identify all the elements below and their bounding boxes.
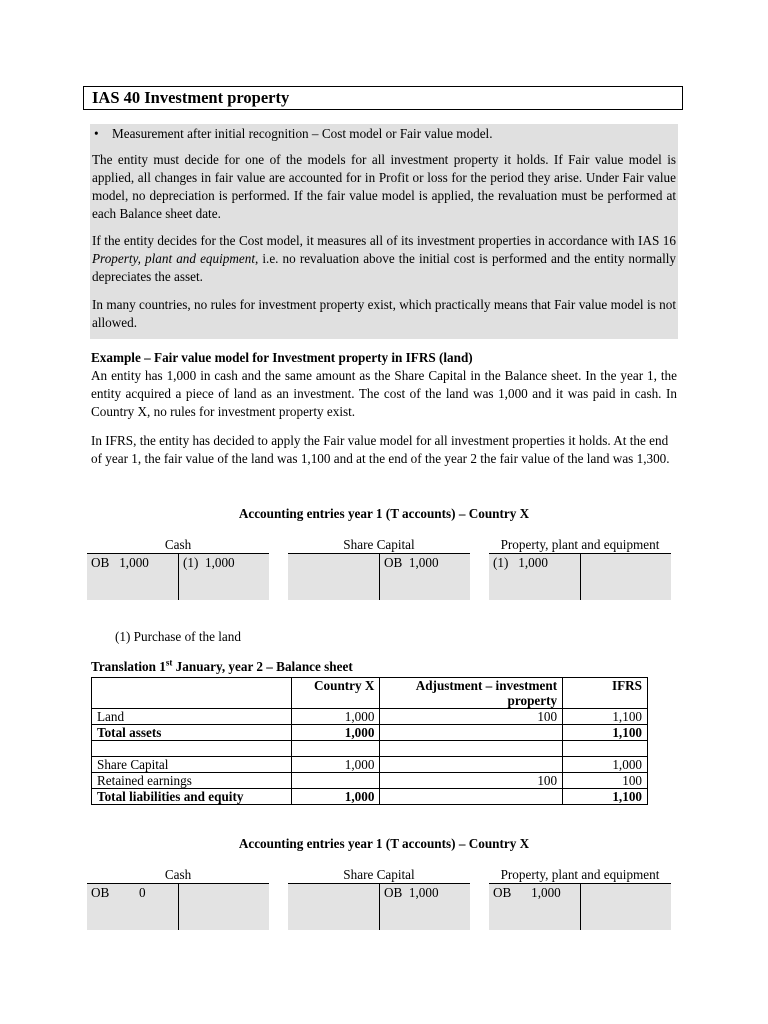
- table-row: Share Capital 1,000 1,000: [92, 757, 648, 773]
- example-paragraph-1: An entity has 1,000 in cash and the same amount as the Share Capital in the Balance sheet. In the year 1, the entity acquired a piece of land as an investment. The cost of the land was 1,000 and it was paid in cash. In Country X, no rules for investment property exist.: [91, 368, 677, 419]
- t-account-ppe-label: Property, plant and equipment: [500, 867, 660, 882]
- bullet-icon: •: [94, 126, 99, 141]
- t-account-share-capital-label: Share Capital: [343, 537, 415, 552]
- table-row: [92, 741, 648, 757]
- box-paragraph-3: In many countries, no rules for investment property exist, which practically means that Fair value model is not allowed.: [92, 297, 676, 330]
- section2-heading: Accounting entries year 1 (T accounts) – Country X: [238, 836, 530, 851]
- example-paragraph-2: In IFRS, the entity has decided to apply the Fair value model for all investment properties it holds. At the end of year 1, the fair value of the land was 1,100 and at the end of the year 2 the fair value of the land was 1,300.: [91, 433, 670, 466]
- t-account-share-capital: OB 1,000: [288, 553, 470, 600]
- box-paragraph-2: If the entity decides for the Cost model, it measures all of its investment properties in accordance with IAS 16 Property, plant and equipment, i.e. no revaluation above the initial cost is performed and the entity normally depreciates the asset.: [92, 233, 676, 284]
- bullet-item: • Measurement after initial recognition – Cost model or Fair value model.: [94, 126, 493, 141]
- translation-heading: Translation 1st January, year 2 – Balance sheet: [91, 657, 353, 674]
- t-account-ppe: (1) 1,000: [489, 553, 671, 600]
- footnote: (1) Purchase of the land: [115, 629, 241, 644]
- t-account-cash-label: Cash: [164, 537, 192, 552]
- table-row: Retained earnings 100 100: [92, 773, 648, 789]
- table-header-row: Country X Adjustment – investment property IFRS: [92, 678, 648, 709]
- box-paragraph-1: The entity must decide for one of the models for all investment property it holds. If Fair value model is applied, all changes in fair value are accounted for in Profit or loss for the period they arise. Under Fair value model, no depreciation is performed. If the fair value model is applied, the revaluation must be performed at each Balance sheet date.: [92, 152, 676, 221]
- balance-sheet-table: [91, 677, 648, 805]
- table-row: Total assets 1,000 1,100: [92, 725, 648, 741]
- page-title: IAS 40 Investment property: [83, 86, 683, 110]
- t-account-share-capital: OB 1,000: [288, 883, 470, 930]
- table-row: Land 1,000 100 1,100: [92, 709, 648, 725]
- summary-box: [90, 124, 678, 339]
- t-account-share-capital-label: Share Capital: [343, 867, 415, 882]
- t-account-cash: OB 1,000 (1) 1,000: [87, 553, 269, 600]
- example-heading: Example – Fair value model for Investment property in IFRS (land): [91, 350, 473, 365]
- t-account-ppe-label: Property, plant and equipment: [500, 537, 660, 552]
- t-account-ppe: OB 1,000: [489, 883, 671, 930]
- table-row: Total liabilities and equity 1,000 1,100: [92, 789, 648, 805]
- t-account-cash-label: Cash: [164, 867, 192, 882]
- section1-heading: Accounting entries year 1 (T accounts) – Country X: [238, 506, 530, 521]
- t-account-cash: OB 0: [87, 883, 269, 930]
